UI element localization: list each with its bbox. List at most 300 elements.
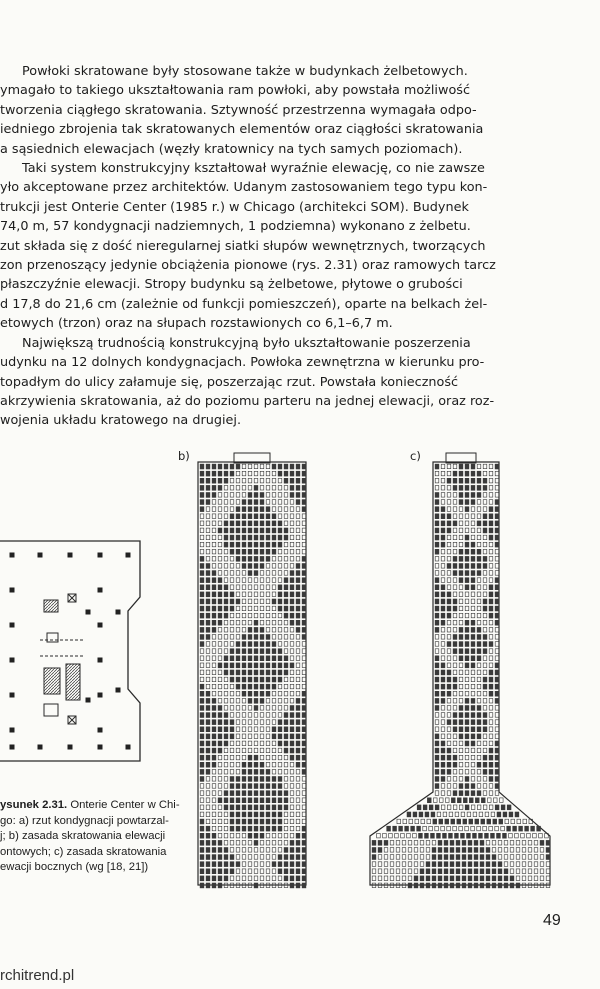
elevation-bay [408,869,412,874]
elevation-bay [230,833,234,838]
elevation-bay [224,762,228,767]
elevation-bay [395,833,399,838]
elevation-bay [212,642,216,647]
elevation-bay-infill [230,826,234,832]
elevation-bay [236,578,240,583]
elevation-bay [447,628,451,633]
elevation-bay-infill [398,826,402,832]
elevation-bay-infill [206,478,210,484]
elevation-bay [396,862,400,867]
elevation-bay-infill [230,528,234,534]
elevation-bay-infill [224,478,228,484]
elevation-bay [224,706,228,711]
elevation-bay-infill [272,528,276,534]
elevation-bay-infill [230,471,234,477]
elevation-bay-infill [218,606,222,612]
elevation-bay [284,691,288,696]
elevation-bay [242,848,246,853]
elevation-bay [489,699,493,704]
elevation-bay-infill [435,684,439,690]
elevation-bay-infill [481,819,485,825]
elevation-bay [443,812,447,817]
elevation-bay-infill [489,535,493,541]
elevation-bay-infill [480,854,484,860]
elevation-bay [489,464,493,469]
elevation-bay [397,819,401,824]
elevation-bay-infill [290,734,294,740]
elevation-bay-infill [266,684,270,690]
elevation-bay-infill [302,556,306,562]
elevation-bay [483,592,487,597]
elevation-bay [242,862,246,867]
elevation-bay [278,691,282,696]
text-line: 74,0 m, 57 kondygnacji nadziemnych, 1 podziemna) wykonano z żelbetu. [0,219,471,235]
elevation-bay-infill [546,854,550,860]
elevation-bay [290,514,294,519]
elevation-bay [284,493,288,498]
elevation-bay [471,528,475,533]
elevation-bay-infill [200,478,204,484]
elevation-bay [522,869,526,874]
elevation-bay-infill [465,570,469,576]
elevation-bay-infill [495,783,499,789]
elevation-bay-infill [450,883,454,889]
elevation-bay-infill [465,698,469,704]
elevation-bay-infill [506,826,510,832]
elevation-bay-infill [465,641,469,647]
elevation-bay-infill [296,585,300,591]
elevation-bay-infill [416,826,420,832]
elevation-bay-infill [435,698,439,704]
elevation-bay-infill [260,762,264,768]
elevation-bay-infill [471,542,475,548]
elevation-bay-infill [302,727,306,733]
elevation-bay [483,663,487,668]
elevation-bay [266,471,270,476]
elevation-bay [453,528,457,533]
elevation-bay-infill [236,812,240,818]
elevation-bay-infill [260,833,264,839]
elevation-bay [242,727,246,732]
elevation-bay-infill [417,805,421,811]
elevation-bay [510,869,514,874]
elevation-bay [224,770,228,775]
elevation-bay [230,699,234,704]
elevation-bay-infill [495,748,499,754]
elevation-bay-infill [272,464,276,470]
elevation-bay-infill [254,691,258,697]
elevation-bay [260,869,264,874]
elevation-bay-infill [450,854,454,860]
elevation-bay [218,699,222,704]
elevation-bay [408,848,412,853]
elevation-bay-infill [302,748,306,754]
elevation-bay-infill [447,528,451,534]
elevation-bay-infill [284,869,288,875]
elevation-bay [477,585,481,590]
elevation-bay [242,720,246,725]
elevation-bay-infill [296,485,300,491]
elevation-bay [495,571,499,576]
text-line: trukcji jest Onterie Center (1985 r.) w Chicago (architekci SOM). Budynek [0,199,469,215]
elevation-bay-infill [372,854,376,860]
plan-column [86,698,91,703]
elevation-bay [477,677,481,682]
elevation-bay [459,542,463,547]
elevation-bay-infill [254,776,258,782]
elevation-bay-infill [254,656,258,662]
elevation-bay [284,826,288,831]
elevation-bay-infill [290,663,294,669]
elevation-bay-infill [465,492,469,498]
elevation-bay-infill [230,599,234,605]
elevation-bay-infill [302,861,306,867]
elevation-bay-infill [266,812,270,818]
elevation-bay [471,507,475,512]
elevation-bay-infill [248,833,252,839]
elevation-bay [296,649,300,654]
elevation-bay-infill [248,819,252,825]
elevation-bay-infill [530,826,534,832]
elevation-bay [272,613,276,618]
elevation-bay-infill [477,727,481,733]
elevation-bay [266,706,270,711]
elevation-bay [423,826,427,831]
elevation-bay [540,862,544,867]
elevation-bay [528,841,532,846]
elevation-bay [284,635,288,640]
elevation-bay-infill [486,869,490,875]
elevation-bay-infill [441,535,445,541]
elevation-bay-infill [441,521,445,527]
elevation-bay [260,862,264,867]
elevation-bay-infill [372,840,376,846]
elevation-bay-infill [272,861,276,867]
elevation-bay-infill [248,492,252,498]
elevation-bay-infill [206,861,210,867]
elevation-bay-infill [266,691,270,697]
elevation-bay-infill [462,876,466,882]
elevation-bay [284,571,288,576]
elevation-bay [200,812,204,817]
elevation-bay-infill [266,776,270,782]
front-elevation-drawing [198,453,306,888]
elevation-bay-infill [248,776,252,782]
elevation-bay-infill [465,705,469,711]
elevation-bay [260,741,264,746]
elevation-bay-infill [296,570,300,576]
elevation-bay-infill [426,876,430,882]
elevation-bay-infill [302,712,306,718]
elevation-bay [278,478,282,483]
elevation-bay [521,833,525,838]
elevation-bay [453,670,457,675]
elevation-bay-infill [260,826,264,832]
elevation-bay-infill [495,577,499,583]
elevation-bay-infill [495,684,499,690]
elevation-bay-infill [212,599,216,605]
elevation-bay [453,493,457,498]
elevation-bay [435,642,439,647]
elevation-bay [495,826,499,831]
elevation-bay [515,833,519,838]
elevation-bay [278,642,282,647]
elevation-bay-infill [483,599,487,605]
elevation-bay [546,876,550,881]
elevation-bay [260,855,264,860]
elevation-bay [489,720,493,725]
elevation-bay-infill [483,648,487,654]
elevation-bay [471,762,475,767]
elevation-bay-infill [200,826,204,832]
elevation-bay-infill [218,485,222,491]
elevation-bay [483,620,487,625]
elevation-bay [272,876,276,881]
elevation-bay [522,855,526,860]
elevation-bay [212,528,216,533]
elevation-bay-infill [236,464,240,470]
elevation-bay [477,805,481,810]
elevation-bay-infill [230,805,234,811]
elevation-bay-infill [242,769,246,775]
elevation-bay-infill [498,876,502,882]
elevation-bay [459,606,463,611]
elevation-bay [260,585,264,590]
elevation-bay-infill [459,641,463,647]
elevation-bay-infill [230,719,234,725]
elevation-bay [266,628,270,633]
elevation-bay [435,727,439,732]
elevation-bay-infill [457,819,461,825]
elevation-bay-infill [218,840,222,846]
elevation-bay [236,869,240,874]
elevation-bay [218,514,222,519]
elevation-bay-infill [441,670,445,676]
elevation-bay [459,514,463,519]
elevation-bay [435,571,439,576]
elevation-bay-infill [200,592,204,598]
elevation-bay [206,649,210,654]
elevation-bay-infill [468,840,472,846]
elevation-bay-infill [457,798,461,804]
elevation-bay-infill [200,883,204,889]
elevation-bay [409,819,413,824]
elevation-bay [218,549,222,554]
elevation-bay [441,784,445,789]
elevation-bay [296,784,300,789]
elevation-bay [224,755,228,760]
elevation-bay [242,478,246,483]
elevation-bay-infill [212,883,216,889]
elevation-bay [302,521,306,526]
elevation-bay-infill [296,606,300,612]
elevation-bay-infill [546,840,550,846]
elevation-bay [236,486,240,491]
elevation-bay [200,535,204,540]
elevation-bay [426,855,430,860]
elevation-bay-infill [483,485,487,491]
elevation-bay [272,493,276,498]
elevation-bay-infill [224,521,228,527]
elevation-bay-infill [290,599,294,605]
elevation-bay-infill [465,727,469,733]
elevation-bay-infill [441,606,445,612]
elevation-bay [447,571,451,576]
elevation-bay [413,833,417,838]
elevation-bay-infill [302,464,306,470]
elevation-bay [212,649,216,654]
elevation-bay [224,699,228,704]
elevation-bay [489,635,493,640]
elevation-bay [296,826,300,831]
elevation-bay-infill [495,599,499,605]
elevation-bay-infill [471,499,475,505]
elevation-bay-infill [200,492,204,498]
elevation-bay-infill [432,869,436,875]
elevation-bay [516,841,520,846]
elevation-bay-infill [296,847,300,853]
elevation-bay [266,741,270,746]
elevation-bay [200,798,204,803]
elevation-bay-infill [465,741,469,747]
elevation-bay [206,812,210,817]
elevation-bay [266,464,270,469]
elevation-bay [296,777,300,782]
elevation-bay-infill [414,876,418,882]
elevation-bay [483,691,487,696]
elevation-bay [266,720,270,725]
elevation-bay [242,606,246,611]
elevation-bay-infill [206,840,210,846]
elevation-bay-infill [248,556,252,562]
elevation-bay [296,642,300,647]
elevation-bay-infill [296,471,300,477]
elevation-bay-infill [290,585,294,591]
elevation-bay-infill [230,648,234,654]
elevation-bay [441,826,445,831]
elevation-bay-infill [465,585,469,591]
elevation-bay-infill [284,741,288,747]
elevation-bay-infill [441,506,445,512]
elevation-bay [236,585,240,590]
elevation-bay [260,471,264,476]
elevation-bay-infill [465,499,469,505]
elevation-bay-infill [284,585,288,591]
elevation-bay [477,770,481,775]
elevation-bay [242,464,246,469]
elevation-bay [489,727,493,732]
elevation-bay-infill [432,861,436,867]
elevation-bay [459,777,463,782]
elevation-bay [453,500,457,505]
elevation-bay-infill [504,869,508,875]
elevation-bay [200,521,204,526]
elevation-bay [390,841,394,846]
elevation-bay-infill [242,506,246,512]
elevation-bay [471,755,475,760]
elevation-bay-infill [206,883,210,889]
elevation-bay-infill [284,528,288,534]
elevation-bay-infill [260,663,264,669]
elevation-bay-infill [435,776,439,782]
elevation-bay-infill [302,755,306,761]
elevation-bay-infill [495,592,499,598]
elevation-bay-infill [489,748,493,754]
elevation-bay [477,606,481,611]
elevation-bay-infill [477,705,481,711]
elevation-bay-infill [218,869,222,875]
elevation-bay-infill [212,471,216,477]
plan-column [10,588,15,593]
elevation-bay [248,592,252,597]
elevation-bay-infill [278,648,282,654]
elevation-bay [290,791,294,796]
elevation-bay [212,770,216,775]
elevation-bay [230,741,234,746]
elevation-bay-infill [236,535,240,541]
elevation-bay-infill [435,499,439,505]
elevation-bay-infill [453,606,457,612]
elevation-bay-infill [290,755,294,761]
elevation-bay [509,833,513,838]
elevation-bay [441,471,445,476]
elevation-bay [200,656,204,661]
plan-column [116,688,121,693]
elevation-bay [447,777,451,782]
elevation-bay [441,628,445,633]
elevation-bay-infill [254,840,258,846]
elevation-bay-infill [468,861,472,867]
elevation-bay-infill [272,514,276,520]
elevation-bay-infill [290,620,294,626]
elevation-bay [254,578,258,583]
elevation-bay-infill [272,641,276,647]
elevation-bay-infill [206,691,210,697]
elevation-bay-infill [254,826,258,832]
elevation-bay [296,557,300,562]
elevation-bay-infill [248,790,252,796]
elevation-bay [236,613,240,618]
elevation-bay-infill [302,691,306,697]
elevation-bay-infill [290,748,294,754]
elevation-bay [483,748,487,753]
elevation-bay [483,784,487,789]
elevation-bay-infill [266,677,270,683]
elevation-bay-infill [436,833,440,839]
elevation-bay [290,564,294,569]
elevation-bay-infill [465,734,469,740]
elevation-bay [483,613,487,618]
elevation-bay [447,649,451,654]
elevation-bay [212,514,216,519]
elevation-bay [242,613,246,618]
elevation-bay-infill [453,755,457,761]
elevation-bay-infill [206,570,210,576]
elevation-bay [212,826,216,831]
elevation-bay-infill [284,734,288,740]
elevation-bay [266,862,270,867]
elevation-bay-infill [302,869,306,875]
elevation-bay [290,670,294,675]
elevation-bay-infill [477,471,481,477]
elevation-bay-infill [296,563,300,569]
elevation-bay-infill [224,599,228,605]
elevation-bay-infill [230,542,234,548]
elevation-bay [218,507,222,512]
elevation-bay-infill [492,876,496,882]
elevation-bay [528,869,532,874]
elevation-bay-infill [224,528,228,534]
